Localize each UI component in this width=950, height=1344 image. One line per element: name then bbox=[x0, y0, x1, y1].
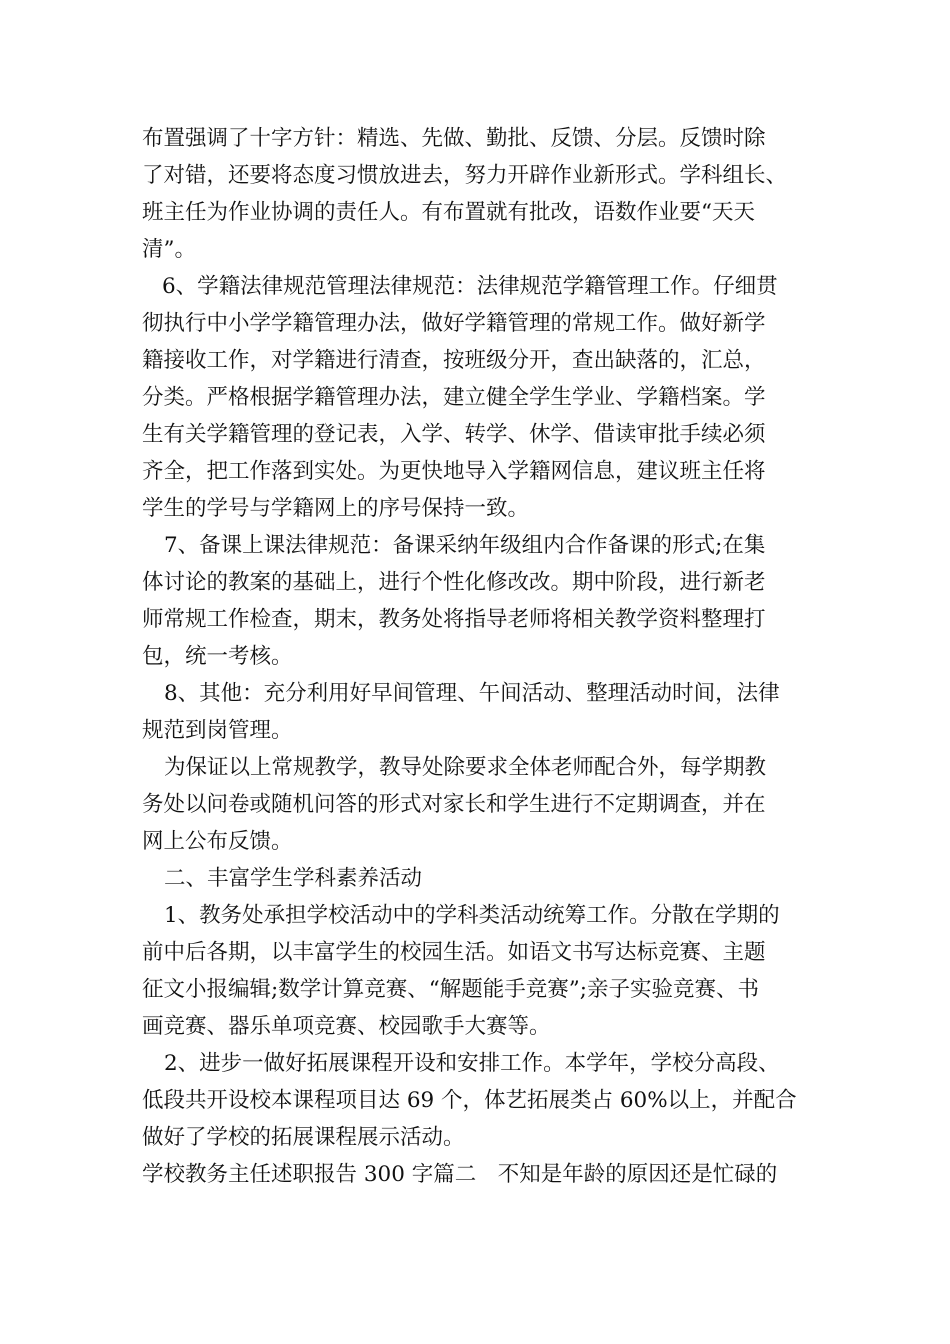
text-line: 网上公布反馈。 bbox=[142, 829, 293, 854]
text-line: 生有关学籍管理的登记表，入学、转学、休学、借读审批手续必须 bbox=[142, 422, 766, 447]
text-line: 齐全，把工作落到实处。为更快地导入学籍网信息，建议班主任将 bbox=[142, 459, 766, 484]
text-line: 体讨论的教案的基础上，进行个性化修改改。期中阶段，进行新老 bbox=[142, 570, 766, 595]
text-line: 征文小报编辑;数学计算竞赛、“解题能手竞赛”;亲子实验竞赛、书 bbox=[142, 977, 759, 1002]
text-line: 班主任为作业协调的责任人。有布置就有批改，语数作业要“天天 bbox=[142, 200, 755, 225]
paragraph-start: 7、备课上课法律规范：备课采纳年级组内合作备课的形式;在集 bbox=[164, 533, 766, 558]
text-line: 前中后各期，以丰富学生的校园生活。如语文书写达标竞赛、主题 bbox=[142, 940, 766, 965]
paragraph-start: 8、其他：充分利用好早间管理、午间活动、整理活动时间，法律 bbox=[164, 681, 780, 706]
paragraph-start: 2、进步一做好拓展课程开设和安排工作。本学年，学校分高段、 bbox=[164, 1051, 780, 1076]
paragraph-start: 为保证以上常规教学，教导处除要求全体老师配合外，每学期教 bbox=[164, 755, 767, 780]
text-line: 包，统一考核。 bbox=[142, 644, 293, 669]
text-line: 学校教务主任述职报告 300 字篇二 不知是年龄的原因还是忙碌的 bbox=[142, 1162, 778, 1187]
text-line: 做好了学校的拓展课程展示活动。 bbox=[142, 1125, 465, 1150]
paragraph-start: 1、教务处承担学校活动中的学科类活动统筹工作。分散在学期的 bbox=[164, 903, 780, 928]
text-line: 低段共开设校本课程项目达 69 个，体艺拓展类占 60%以上，并配合 bbox=[142, 1088, 797, 1113]
text-line: 彻执行中小学学籍管理办法，做好学籍管理的常规工作。做好新学 bbox=[142, 311, 766, 336]
text-line: 务处以问卷或随机问答的形式对家长和学生进行不定期调查，并在 bbox=[142, 792, 766, 817]
text-line: 师常规工作检查，期末，教务处将指导老师将相关教学资料整理打 bbox=[142, 607, 766, 632]
text-line: 规范到岗管理。 bbox=[142, 718, 293, 743]
text-line: 分类。严格根据学籍管理办法，建立健全学生学业、学籍档案。学 bbox=[142, 385, 766, 410]
text-line: 画竞赛、器乐单项竞赛、校园歌手大赛等。 bbox=[142, 1014, 551, 1039]
text-line: 了对错，还要将态度习惯放进去，努力开辟作业新形式。学科组长、 bbox=[142, 163, 788, 188]
text-line: 学生的学号与学籍网上的序号保持一致。 bbox=[142, 496, 530, 521]
section-heading: 二、丰富学生学科素养活动 bbox=[164, 866, 423, 891]
paragraph-start: 6、学籍法律规范管理法律规范：法律规范学籍管理工作。仔细贯 bbox=[162, 274, 778, 299]
text-line: 籍接收工作，对学籍进行清查，按班级分开，查出缺落的，汇总， bbox=[142, 348, 766, 373]
document-body bbox=[142, 120, 812, 1193]
text-line: 布置强调了十字方针：精选、先做、勤批、反馈、分层。反馈时除 bbox=[142, 126, 766, 151]
text-line: 清”。 bbox=[142, 237, 196, 262]
